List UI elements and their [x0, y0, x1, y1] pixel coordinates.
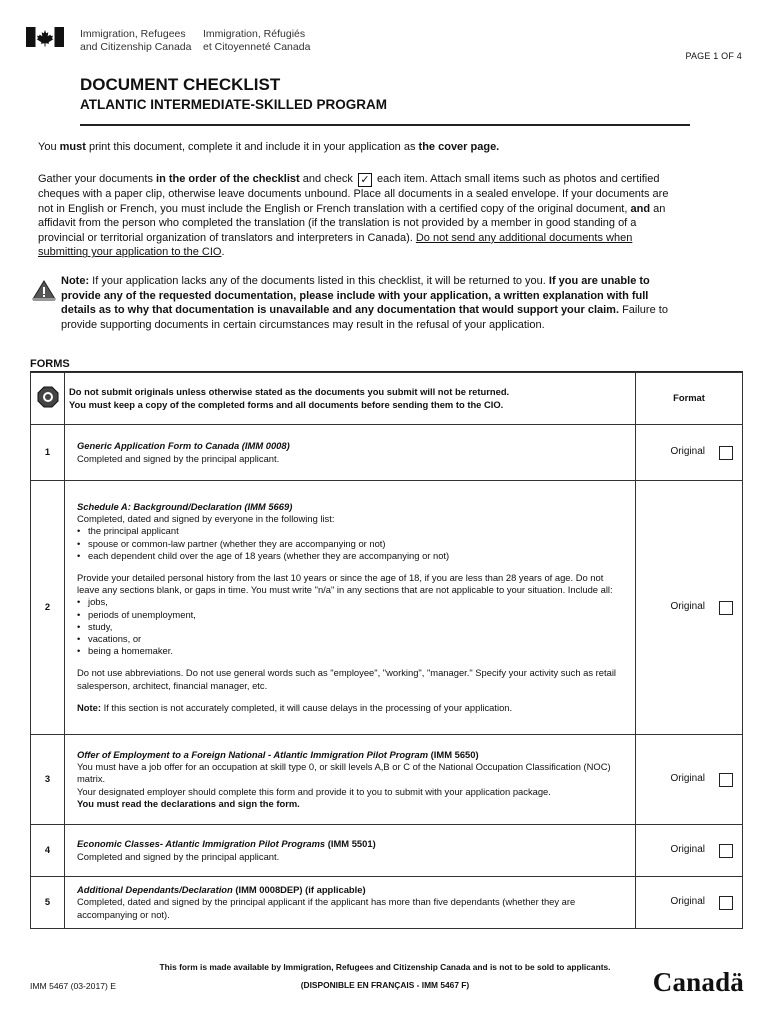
- header-line-2: You must keep a copy of the completed forms and all documents before sending them to the CIO.: [69, 398, 504, 410]
- row-description: [65, 481, 636, 735]
- item-5-checkbox[interactable]: [719, 896, 733, 910]
- table-row: [31, 825, 743, 877]
- row-format: [636, 877, 743, 929]
- dept-fr-line1: Immigration, Réfugiés: [203, 28, 306, 40]
- table-row: [31, 481, 743, 735]
- canada-wordmark: Canadä: [652, 967, 744, 997]
- form-instruction: Your designated employer should complete this form and provide it to you to submit with your application package.: [77, 785, 551, 797]
- intro-paragraph-2: Gather your documents in the order of the checklist and check ✓ each item. Attach small items such as photos and certified cheques with a paper clip, otherwise leave documents unbound. Place all documents in a sealed envelope. If your documents are not in English or French, you must include the English or French translation with a certified copy of the original document, and an affidavit from the person who completed the translation (if the translation is not provided by a member in good standing of a provincial or territorial organization of translators and interpreters in Canada). Do not send any additional documents when submitting your application to the CIO.: [38, 173, 669, 259]
- signer-list: [77, 525, 627, 562]
- format-label: Original: [670, 446, 705, 458]
- list-item: • periods of unemployment,: [89, 609, 627, 621]
- item-1-checkbox[interactable]: [719, 446, 733, 460]
- form-note: Note: If this section is not accurately completed, it will cause delays in the processing of your application.: [77, 701, 513, 713]
- stop-icon-cell: [31, 373, 65, 425]
- table-header-row: [31, 373, 743, 425]
- page-subtitle: ATLANTIC INTERMEDIATE-SKILLED PROGRAM: [80, 97, 387, 112]
- forms-heading: FORMS: [30, 358, 70, 370]
- row-number: 3: [31, 735, 65, 825]
- department-name-fr: [203, 28, 310, 54]
- page-title: DOCUMENT CHECKLIST: [80, 75, 281, 94]
- row-description: [65, 735, 636, 825]
- history-list: [77, 596, 627, 657]
- row-format: [636, 481, 743, 735]
- row-number: 1: [31, 425, 65, 481]
- form-instruction: Provide your detailed personal history from the last 10 years or since the age of 18, if you are less than 28 years of age. Do not leave any sections blank, or gaps in time. You must write "n/a" in any sections that are not applicable to your situation. Include all:: [77, 571, 613, 596]
- form-title: Additional Dependants/Declaration (IMM 0008DEP) (if applicable): [77, 884, 366, 896]
- dept-fr-line2: et Citoyenneté Canada: [203, 41, 311, 53]
- item-2-checkbox[interactable]: [719, 601, 733, 615]
- format-header: Format: [636, 373, 743, 425]
- checkbox-icon: ✓: [358, 173, 372, 187]
- format-label: Original: [670, 773, 705, 785]
- row-description: [65, 425, 636, 481]
- form-title: Offer of Employment to a Foreign National - Atlantic Immigration Pilot Program (IMM 5650): [77, 748, 479, 760]
- format-label: Original: [670, 844, 705, 856]
- title-divider: [80, 124, 690, 126]
- row-number: 4: [31, 825, 65, 877]
- form-instruction: You must have a job offer for an occupation at skill type 0, or skill levels A,B or C of the National Occupation Classification (NOC) matrix.: [77, 761, 611, 785]
- row-description: [65, 877, 636, 929]
- item-4-checkbox[interactable]: [719, 844, 733, 858]
- form-instruction: Do not use abbreviations. Do not use general words such as "employee", "working", "manager." Specify your activity such as retail salesperson, architect, financial manager, etc.: [77, 667, 616, 691]
- page-number: PAGE 1 OF 4: [685, 51, 742, 61]
- list-item: • vacations, or: [89, 633, 627, 645]
- list-item: • jobs,: [89, 596, 627, 608]
- department-name-en: [80, 28, 192, 54]
- row-format: [636, 735, 743, 825]
- table-header-instructions: [65, 373, 636, 425]
- list-item: • being a homemaker.: [89, 645, 627, 657]
- intro-paragraph-1: You must print this document, complete it and include it in your application as the cover page.: [38, 141, 500, 153]
- row-format: [636, 825, 743, 877]
- list-item: • spouse or common-law partner (whether they are accompanying or not): [89, 538, 627, 550]
- form-title: Economic Classes- Atlantic Immigration Pilot Programs (IMM 5501): [77, 838, 376, 850]
- list-item: • study,: [89, 621, 627, 633]
- format-label: Original: [670, 896, 705, 908]
- row-number: 5: [31, 877, 65, 929]
- dept-en-line1: Immigration, Refugees: [80, 28, 186, 40]
- row-number: 2: [31, 481, 65, 735]
- form-instruction: Completed, dated and signed by the principal applicant if the applicant has more than five dependants (whether they are accompanying or not).: [77, 896, 576, 920]
- note-paragraph: Note: If your application lacks any of the documents listed in this checklist, it will be returned to you. If you are unable to provide any of the requested documentation, please include with your application, a written explanation with full details as to why that documentation is unavailable and any documentation that would support your claim. Failure to provide supporting documents in certain circumstances may result in the refusal of your application.: [61, 275, 668, 331]
- list-item: • each dependent child over the age of 18 years (whether they are accompanying or not): [89, 550, 627, 562]
- form-title: Schedule A: Background/Declaration (IMM 5669): [77, 500, 293, 512]
- form-title: Generic Application Form to Canada (IMM 0008): [77, 440, 290, 452]
- forms-checklist-table: [30, 372, 743, 929]
- warning-icon: [32, 279, 56, 301]
- form-instruction: You must read the declarations and sign the form.: [77, 797, 300, 809]
- stop-icon: [37, 386, 59, 408]
- form-instruction: Completed and signed by the principal applicant.: [77, 850, 280, 862]
- table-row: [31, 877, 743, 929]
- header-line-1: Do not submit originals unless otherwise stated as the documents you submit will not be returned.: [69, 386, 510, 398]
- list-item: • the principal applicant: [89, 525, 627, 537]
- form-instruction: Completed, dated and signed by everyone in the following list:: [77, 513, 335, 525]
- row-format: [636, 425, 743, 481]
- table-row: [31, 735, 743, 825]
- footer-notice: This form is made available by Immigration, Refugees and Citizenship Canada and is not to be sold to applicants.: [159, 962, 611, 972]
- row-description: [65, 825, 636, 877]
- form-instruction: Completed and signed by the principal applicant.: [77, 452, 280, 464]
- table-row: [31, 425, 743, 481]
- dept-en-line2: and Citizenship Canada: [80, 41, 192, 53]
- canada-flag-icon: [26, 27, 64, 47]
- form-number: IMM 5467 (03-2017) E: [30, 981, 116, 991]
- format-label: Original: [670, 601, 705, 613]
- item-3-checkbox[interactable]: [719, 773, 733, 787]
- footer-french-availability: (DISPONIBLE EN FRANÇAIS - IMM 5467 F): [300, 980, 470, 990]
